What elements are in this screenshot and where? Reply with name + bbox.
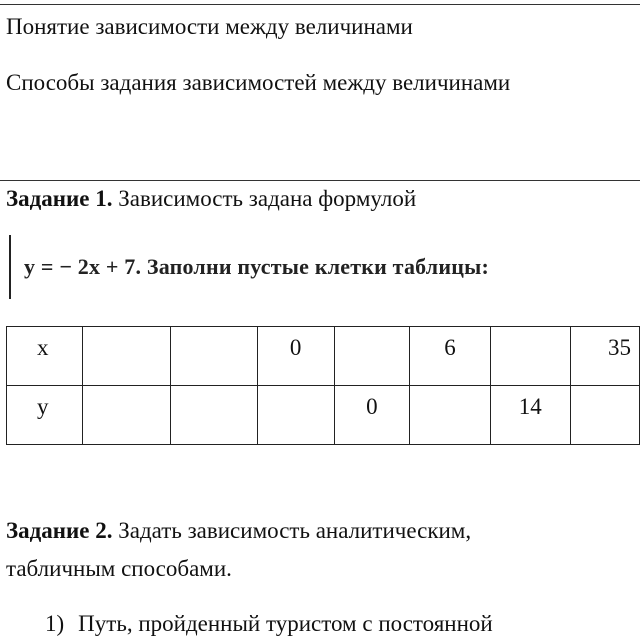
formula-margin-bar [9, 235, 11, 299]
table-cell-y-label: y [7, 386, 83, 445]
values-table [6, 326, 640, 445]
section-title-methods: Способы задания зависимостей между величинами [6, 70, 511, 95]
table-cell [170, 386, 257, 445]
table-cell: 0 [334, 386, 410, 445]
table-cell [410, 386, 491, 445]
table-cell: 14 [490, 386, 570, 445]
list-item-number: 1) [45, 611, 65, 636]
table-cell: 6 [410, 327, 491, 386]
task1-label: Задание 1. [6, 186, 113, 211]
section-title-dependency: Понятие зависимости между величинами [6, 14, 413, 39]
table-cell-x-label: x [7, 327, 83, 386]
list-item [45, 611, 493, 637]
table-cell [83, 386, 170, 445]
task2-text-line2: табличным способами. [6, 556, 232, 581]
top-rule [0, 4, 640, 5]
table-cell: 0 [257, 327, 334, 386]
table-row-x [7, 327, 640, 386]
table-cell [83, 327, 170, 386]
task1-text: Зависимость задана формулой [118, 186, 417, 211]
task1-heading [6, 186, 416, 212]
table-cell: 35 [570, 327, 639, 386]
table-row-y [7, 386, 640, 445]
table-cell [570, 386, 639, 445]
table-cell [334, 327, 410, 386]
section-divider [0, 180, 640, 181]
task1-formula: y = − 2x + 7. Заполни пустые клетки таблицы: [24, 254, 489, 279]
task2-text-line1: Задать зависимость аналитическим, [118, 518, 472, 543]
table-cell [170, 327, 257, 386]
task2-label: Задание 2. [6, 518, 113, 543]
task2-heading [6, 518, 471, 544]
table-cell [257, 386, 334, 445]
list-item-text: Путь, пройденный туристом с постоянной [78, 611, 493, 636]
table-cell [490, 327, 570, 386]
